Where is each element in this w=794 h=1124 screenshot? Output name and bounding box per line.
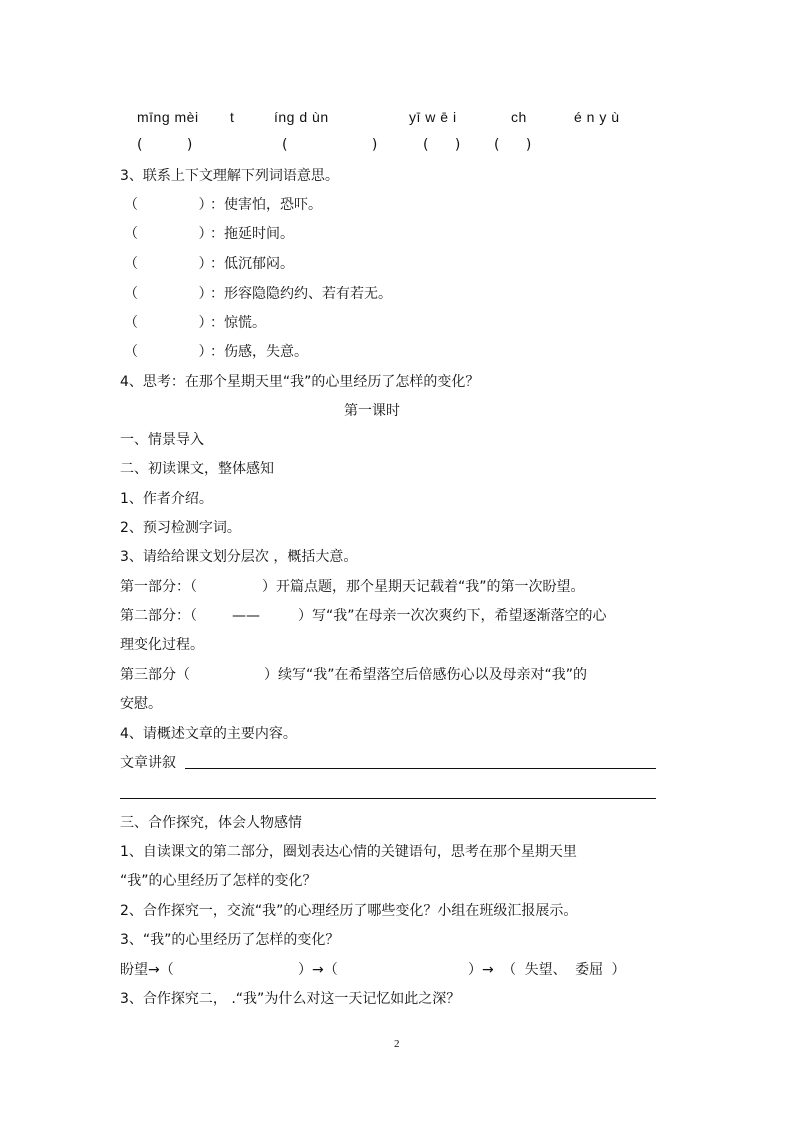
vocab-def-4: ：形容隐隐约约、若有若无。 xyxy=(210,286,392,302)
emotion-flow-mid: ）→（ xyxy=(298,962,338,978)
answer-blank-1: ( ) xyxy=(137,137,193,153)
section-3-item-1a: 1、自读课文的第二部分，圈划表达心情的关键语句，思考在那个星期天里 xyxy=(120,844,577,860)
part-2-label: 第二部分：（ xyxy=(120,608,197,624)
vocab-def-6: ：伤感，失意。 xyxy=(210,344,308,360)
part-1-text: ）开篇点题，那个星期天记载着“我”的第一次盼望。 xyxy=(262,579,585,595)
section-2-item-1: 1、作者介绍。 xyxy=(120,491,213,507)
emotion-flow-start: 盼望→（ xyxy=(120,962,174,978)
answer-blank-4: ( ) xyxy=(494,137,532,153)
vocab-blank-6: （ ） xyxy=(124,344,213,360)
answer-blank-2: ( ) xyxy=(282,137,378,153)
section-3-item-1b: “我”的心里经历了怎样的变化？ xyxy=(120,873,317,889)
section-3-item-2: 2、合作探究一，交流“我”的心理经历了哪些变化？小组在班级汇报展示。 xyxy=(120,903,578,919)
page-number: 2 xyxy=(394,1038,400,1050)
question-3-title: 3、联系上下文理解下列词语意思。 xyxy=(120,168,339,184)
section-2-heading: 二、初读课文，整体感知 xyxy=(120,461,274,477)
pinyin-5: ch xyxy=(511,109,527,125)
vocab-blank-5: （ ） xyxy=(124,315,213,331)
question-4-summary: 4、请概述文章的主要内容。 xyxy=(120,726,297,742)
part-2-text: ）写“我”在母亲一次次爽约下，希望逐渐落空的心 xyxy=(298,608,607,624)
pinyin-2: t xyxy=(230,109,235,125)
question-4: 4、思考：在那个星期天里“我”的心里经历了怎样的变化？ xyxy=(120,374,480,390)
vocab-blank-4: （ ） xyxy=(124,286,213,302)
part-3-text: ）续写“我”在希望落空后倍感伤心以及母亲对“我”的 xyxy=(264,667,588,683)
section-3-item-4: 3、合作探究二， .“我”为什么对这一天记忆如此之深？ xyxy=(120,991,461,1007)
section-1-heading: 一、情景导入 xyxy=(120,432,204,448)
part-3-label: 第三部分（ xyxy=(120,667,190,683)
emotion-flow-end: ）→ （ 失望、 委屈 ） xyxy=(468,962,626,978)
vocab-def-1: ：使害怕，恐吓。 xyxy=(210,197,322,213)
part-3-continuation: 安慰。 xyxy=(120,696,162,712)
section-3-item-3: 3、“我”的心里经历了怎样的变化？ xyxy=(120,932,340,948)
vocab-blank-2: （ ） xyxy=(124,226,213,242)
pinyin-6: é n y ù xyxy=(574,109,620,125)
lesson-title: 第一课时 xyxy=(344,403,400,419)
part-2-dash: —— xyxy=(232,608,260,624)
section-2-item-2: 2、预习检测字词。 xyxy=(120,520,241,536)
part-2-continuation: 理变化过程。 xyxy=(120,637,204,653)
pinyin-3: íng d ùn xyxy=(274,109,329,125)
section-3-heading: 三、合作探究，体会人物感情 xyxy=(120,815,302,831)
summary-label: 文章讲叙 xyxy=(120,755,176,771)
vocab-def-3: ：低沉郁闷。 xyxy=(210,256,294,272)
vocab-def-5: ：惊慌。 xyxy=(210,315,266,331)
pinyin-4: yī w ē i xyxy=(409,109,457,125)
section-2-item-3: 3、请给给课文划分层次 ，概括大意。 xyxy=(120,549,358,565)
vocab-blank-3: （ ） xyxy=(124,256,213,272)
pinyin-1: mīng mèi xyxy=(137,109,199,125)
summary-answer-line-1 xyxy=(185,768,656,769)
vocab-blank-1: （ ） xyxy=(124,197,213,213)
summary-answer-line-2 xyxy=(120,798,656,799)
part-1-label: 第一部分：（ xyxy=(120,579,197,595)
vocab-def-2: ：拖延时间。 xyxy=(210,226,294,242)
answer-blank-3: ( ) xyxy=(423,137,461,153)
